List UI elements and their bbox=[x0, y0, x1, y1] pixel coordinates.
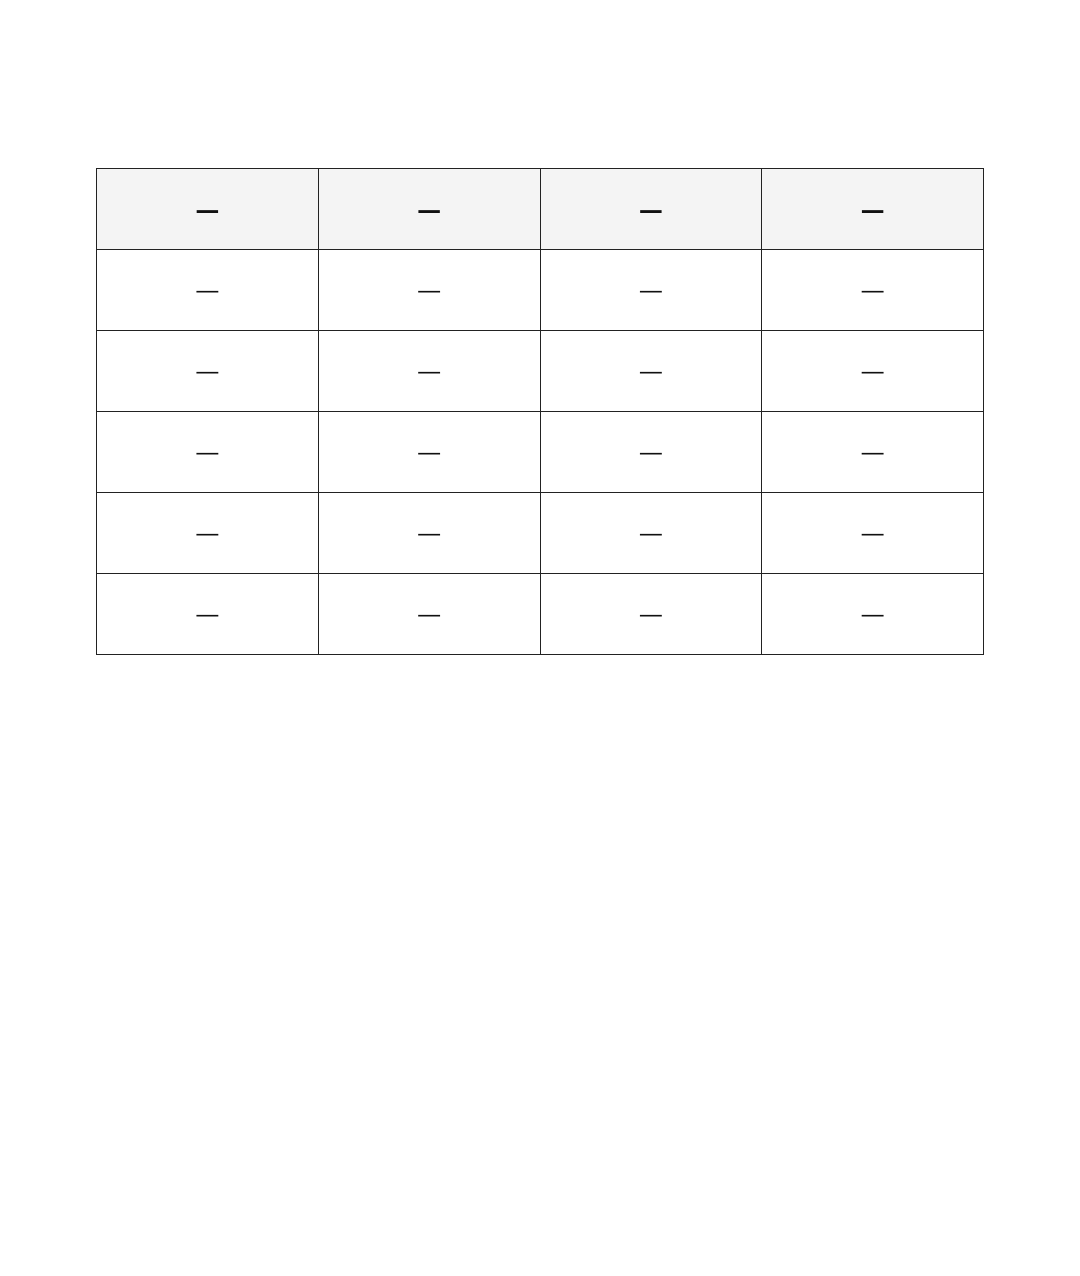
table-row bbox=[97, 412, 984, 493]
table-header-cell: — bbox=[97, 169, 319, 250]
table-cell: — bbox=[97, 574, 319, 655]
table-header-row bbox=[97, 169, 984, 250]
table-row bbox=[97, 331, 984, 412]
table-cell: — bbox=[540, 331, 762, 412]
table-cell: — bbox=[762, 250, 984, 331]
document-title bbox=[96, 80, 984, 120]
data-table bbox=[96, 168, 984, 655]
table-row bbox=[97, 250, 984, 331]
table-cell: — bbox=[762, 574, 984, 655]
table-cell: — bbox=[318, 493, 540, 574]
table-cell: — bbox=[540, 574, 762, 655]
table-cell: — bbox=[762, 331, 984, 412]
table-header-cell: — bbox=[318, 169, 540, 250]
table-row bbox=[97, 493, 984, 574]
table-cell: — bbox=[318, 412, 540, 493]
table-cell: — bbox=[97, 331, 319, 412]
table-cell: — bbox=[540, 250, 762, 331]
table-cell: — bbox=[318, 250, 540, 331]
table-row bbox=[97, 574, 984, 655]
table-cell: — bbox=[97, 493, 319, 574]
table-cell: — bbox=[318, 574, 540, 655]
table-cell: — bbox=[762, 493, 984, 574]
table-cell: — bbox=[318, 331, 540, 412]
table-header-cell: — bbox=[540, 169, 762, 250]
document-note bbox=[96, 695, 984, 727]
table-header-cell: — bbox=[762, 169, 984, 250]
table-cell: — bbox=[97, 250, 319, 331]
table-cell: — bbox=[97, 412, 319, 493]
table-cell: — bbox=[540, 493, 762, 574]
table-cell: — bbox=[540, 412, 762, 493]
table-cell: — bbox=[762, 412, 984, 493]
